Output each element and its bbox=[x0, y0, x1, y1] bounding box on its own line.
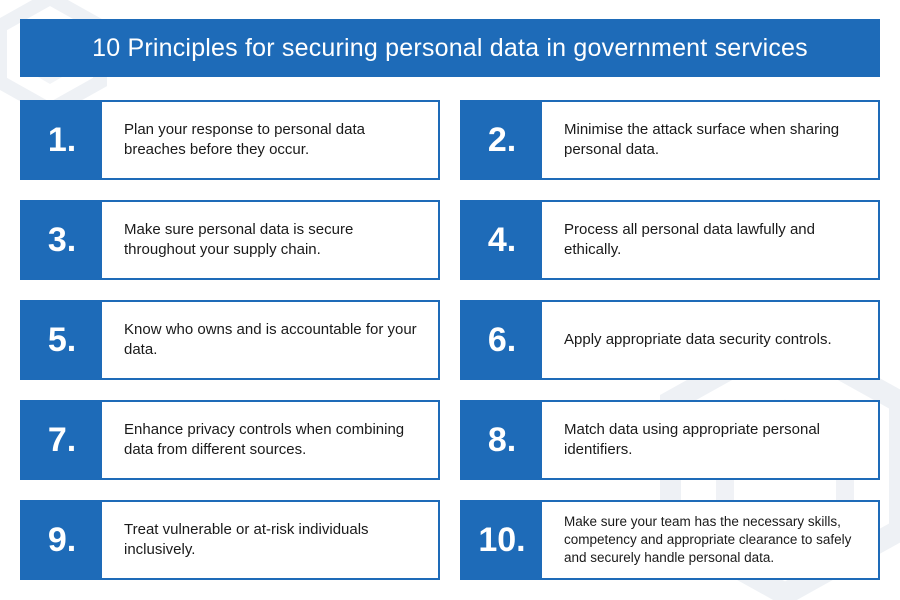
principle-card-9 bbox=[20, 500, 440, 580]
principle-number: 2. bbox=[462, 102, 542, 178]
principle-number: 6. bbox=[462, 302, 542, 378]
principle-text: Apply appropriate data security controls. bbox=[564, 331, 832, 348]
principle-text: Process all personal data lawfully and ethically. bbox=[564, 221, 815, 258]
principle-number: 4. bbox=[462, 202, 542, 278]
principle-text: Treat vulnerable or at-risk individuals inclusively. bbox=[124, 521, 369, 558]
principle-text: Match data using appropriate personal identifiers. bbox=[564, 421, 820, 458]
principle-text: Make sure personal data is secure throughout your supply chain. bbox=[124, 221, 354, 258]
principle-card-2 bbox=[460, 100, 880, 180]
principle-card-8 bbox=[460, 400, 880, 480]
principle-card-7 bbox=[20, 400, 440, 480]
principle-number: 3. bbox=[22, 202, 102, 278]
principle-number: 10. bbox=[462, 502, 542, 578]
principle-text: Plan your response to personal data breaches before they occur. bbox=[124, 121, 365, 158]
principle-text: Know who owns and is accountable for your data. bbox=[124, 321, 417, 358]
principle-card-5 bbox=[20, 300, 440, 380]
principle-card-1 bbox=[20, 100, 440, 180]
principle-number: 7. bbox=[22, 402, 102, 478]
principle-number: 1. bbox=[22, 102, 102, 178]
principle-number: 8. bbox=[462, 402, 542, 478]
principle-text: Make sure your team has the necessary skills, competency and appropriate clearance to safely and securely handle personal data. bbox=[564, 514, 852, 565]
page-title: 10 Principles for securing personal data in government services bbox=[20, 19, 880, 77]
principle-card-10 bbox=[460, 500, 880, 580]
principle-number: 9. bbox=[22, 502, 102, 578]
principle-card-4 bbox=[460, 200, 880, 280]
principle-text: Enhance privacy controls when combining data from different sources. bbox=[124, 421, 405, 458]
principle-card-6 bbox=[460, 300, 880, 380]
principle-card-3 bbox=[20, 200, 440, 280]
principle-text: Minimise the attack surface when sharing personal data. bbox=[564, 121, 840, 158]
principle-number: 5. bbox=[22, 302, 102, 378]
